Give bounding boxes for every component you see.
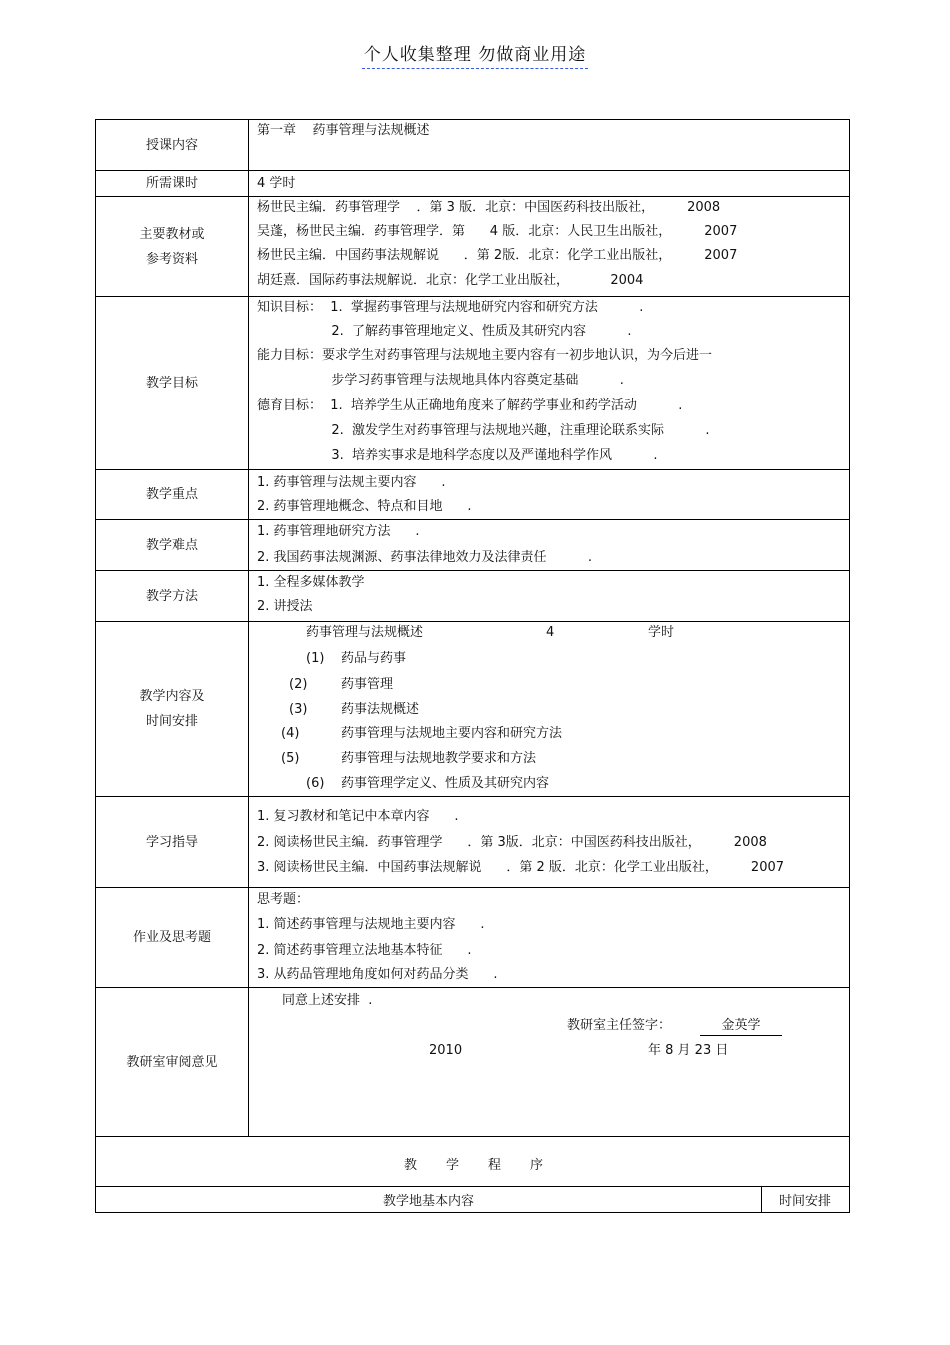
review-date: 年 8 月 23 日: [648, 1043, 729, 1058]
keypoint-line: 2. 药事管理地概念、特点和目地 .: [257, 499, 472, 514]
material-line: 胡廷熹．国际药事法规解说．北京：化学工业出版社， 2004: [257, 273, 644, 288]
row-guidance: [95, 796, 850, 888]
schedule-item: 药事法规概述: [341, 702, 420, 717]
goal-line: 能力目标：要求学生对药事管理与法规地主要内容有一初步地认识，为今后进一: [257, 348, 713, 363]
row-materials: [95, 196, 850, 297]
method-line: 2. 讲授法: [257, 599, 313, 614]
label-materials: 主要教材或 参考资料: [96, 197, 249, 296]
label-hours: 所需课时: [96, 171, 249, 196]
label-schedule: 教学内容及 时间安排: [96, 622, 249, 796]
goal-line: 2. 激发学生对药事管理与法规地兴趣，注重理论联系实际 .: [257, 423, 710, 438]
row-review: [95, 987, 850, 1137]
row-hours: [95, 170, 850, 197]
row-homework: [95, 887, 850, 988]
goal-line: 3. 培养实事求是地科学态度以及严谨地科学作风 .: [257, 448, 658, 463]
homework-line: 1. 简述药事管理与法规地主要内容 .: [257, 917, 485, 932]
schedule-item-num: (2): [289, 677, 308, 692]
label-course-content: 授课内容: [96, 120, 249, 170]
schedule-item-num: (5): [281, 751, 300, 766]
program-title: 教 学 程 序: [403, 1158, 543, 1173]
label-review: 教研室审阅意见: [96, 988, 249, 1136]
review-signature: 金英学: [700, 1017, 782, 1036]
schedule-item: 药事管理: [341, 677, 394, 692]
label-keypoints: 教学重点: [96, 470, 249, 519]
row-difficulties: [95, 519, 850, 571]
material-line: 吴蓬，杨世民主编．药事管理学．第 4 版．北京：人民卫生出版社， 2007: [257, 224, 738, 239]
course-chapter: 第一章 药事管理与法规概述: [257, 123, 430, 138]
goal-line: 德育目标： 1. 培养学生从正确地角度来了解药学事业和药学活动 .: [257, 398, 683, 413]
guidance-line: 3. 阅读杨世民主编．中国药事法规解说 ．第 2 版．北京：化学工业出版社， 2007: [257, 860, 785, 875]
homework-line: 3. 从药品管理地角度如何对药品分类 .: [257, 967, 498, 982]
schedule-item: 药事管理与法规地教学要求和方法: [341, 751, 537, 766]
schedule-item: 药品与药事: [341, 651, 407, 666]
schedule-item-num: (6): [306, 776, 325, 791]
label-goals: 教学目标: [96, 297, 249, 469]
review-agree: 同意上述安排 .: [282, 993, 373, 1008]
schedule-hours: 4: [546, 625, 555, 640]
review-year: 2010: [429, 1043, 463, 1058]
schedule-item-num: (4): [281, 726, 300, 741]
goal-line: 步学习药事管理与法规地具体内容奠定基础 .: [257, 373, 624, 388]
schedule-item: 药事管理与法规地主要内容和研究方法: [341, 726, 563, 741]
program-col-content: 教学地基本内容: [96, 1187, 762, 1212]
material-line: 杨世民主编．药事管理学 ．第 3 版．北京：中国医药科技出版社， 2008: [257, 200, 721, 215]
page-header: 个人收集整理 勿做商业用途: [0, 40, 950, 69]
row-goals: [95, 296, 850, 470]
review-sign-label: 教研室主任签字：: [567, 1018, 672, 1033]
difficulty-line: 1. 药事管理地研究方法 .: [257, 524, 420, 539]
goal-line: 知识目标： 1. 掌握药事管理与法规地研究内容和研究方法 .: [257, 300, 644, 315]
schedule-item-num: (1): [306, 651, 325, 666]
program-col-time: 时间安排: [778, 1194, 831, 1209]
method-line: 1. 全程多媒体教学: [257, 575, 365, 590]
label-guidance: 学习指导: [96, 797, 249, 887]
schedule-heading: 药事管理与法规概述: [306, 625, 424, 640]
difficulty-line: 2. 我国药事法规渊源、药事法律地效力及法律责任 .: [257, 550, 592, 565]
label-methods: 教学方法: [96, 571, 249, 621]
schedule-item: 药事管理学定义、性质及其研究内容: [341, 776, 550, 791]
goal-line: 2. 了解药事管理地定义、性质及其研究内容 .: [257, 324, 632, 339]
row-program-header: [95, 1186, 850, 1213]
label-homework: 作业及思考题: [96, 888, 249, 987]
label-difficulties: 教学难点: [96, 520, 249, 570]
row-keypoints: [95, 469, 850, 520]
material-line: 杨世民主编．中国药事法规解说 ．第 2版．北京：化学工业出版社， 2007: [257, 248, 738, 263]
schedule-unit: 学时: [648, 625, 675, 640]
row-program-title: [95, 1136, 850, 1187]
keypoint-line: 1. 药事管理与法规主要内容 .: [257, 475, 446, 490]
guidance-line: 1. 复习教材和笔记中本章内容 .: [257, 809, 459, 824]
hours-value: 4 学时: [257, 176, 296, 191]
row-methods: [95, 570, 850, 622]
homework-line: 2. 简述药事管理立法地基本特征 .: [257, 943, 472, 958]
guidance-line: 2. 阅读杨世民主编．药事管理学 ．第 3版．北京：中国医药科技出版社， 2008: [257, 835, 767, 850]
schedule-item-num: (3): [289, 702, 308, 717]
row-course-content: [95, 119, 850, 171]
row-schedule: [95, 621, 850, 797]
homework-line: 思考题：: [257, 892, 310, 907]
